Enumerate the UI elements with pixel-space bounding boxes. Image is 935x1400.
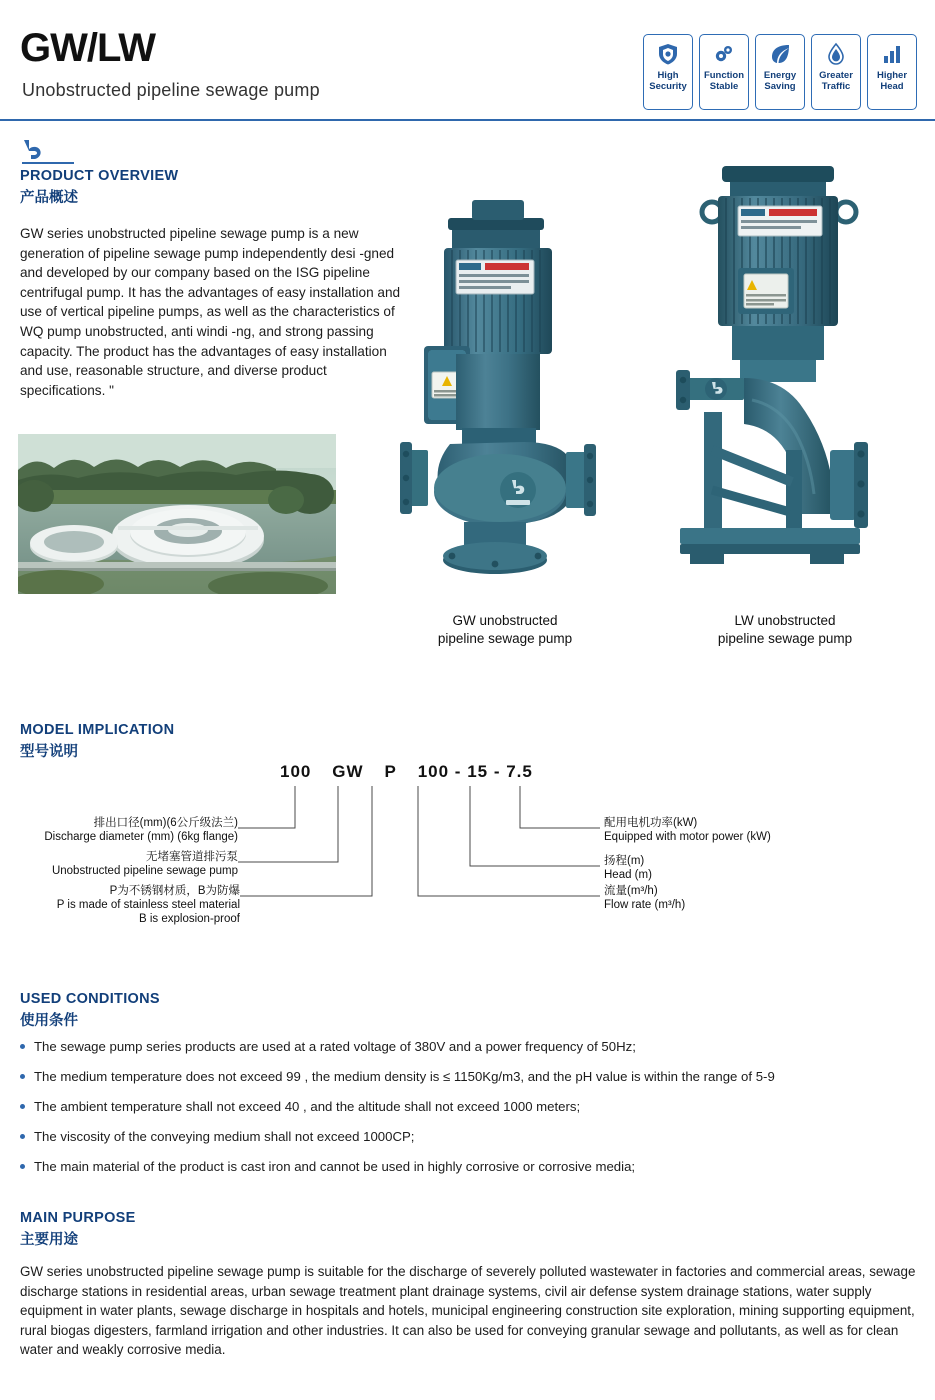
- model-left-label-2: 无堵塞管道排污泵 Unobstructed pipeline sewage pump: [51, 851, 238, 877]
- list-item: The medium temperature does not exceed 99 , the medium density is ≤ 1150Kg/m3, and the pH value is within the range of 5-9: [20, 1068, 920, 1086]
- badge-label-line1: Higher: [876, 70, 908, 81]
- list-item: The viscosity of the conveying medium shall not exceed 1000CP;: [20, 1128, 920, 1146]
- list-item: The main material of the product is cast iron and cannot be used in highly corrosive or corrosive media;: [20, 1158, 920, 1176]
- page-title: GW/LW: [20, 26, 155, 70]
- lw-pump-caption: [660, 612, 910, 648]
- header-divider: [0, 119, 935, 121]
- badge-label-line2: Saving: [764, 81, 796, 92]
- brand-logo: [18, 136, 78, 170]
- page-subtitle: Unobstructed pipeline sewage pump: [22, 80, 320, 100]
- caption-line-2: pipeline sewage pump: [717, 631, 853, 646]
- badge-energy-saving: [755, 34, 805, 110]
- badge-label-line1: Greater: [819, 70, 853, 81]
- badge-label-line2: Stable: [709, 81, 739, 92]
- model-right-label-2: 扬程(m) Head (m): [604, 855, 652, 881]
- overview-body: GW series unobstructed pipeline sewage pump is a new generation of pipeline sewage pump independently desi -gned and developed by our company based on the ISG pipeline centrifugal pump. It has the advantages of easy installation and use of vertical pipeline pumps, as well as the characteristics of WQ pump unobstructed, anti windi -ng, and strong passing capacity. The product has the advantages of easy installation and use, reasonable structure, and diverse product specifications. ": [20, 226, 401, 398]
- model-title-cn: 型号说明: [20, 744, 78, 760]
- water-drop-icon: [823, 41, 849, 67]
- caption-line-1: GW unobstructed: [452, 613, 558, 628]
- model-code-performance: 100 - 15 - 7.5: [417, 762, 533, 781]
- badge-label-line2: Traffic: [821, 81, 851, 92]
- model-code-material: P: [384, 762, 397, 781]
- model-code-series: GW: [332, 762, 364, 781]
- conditions-title-cn: 使用条件: [20, 1013, 78, 1029]
- badge-high-security: [643, 34, 693, 110]
- caption-line-2: pipeline sewage pump: [437, 631, 573, 646]
- overview-title-en: PRODUCT OVERVIEW: [20, 168, 179, 184]
- purpose-title-en: MAIN PURPOSE: [20, 1210, 136, 1226]
- model-code: [280, 762, 533, 782]
- badge-label-line1: Function: [703, 70, 745, 81]
- gears-icon: [711, 41, 737, 67]
- feature-badges: [643, 34, 917, 110]
- leaf-icon: [767, 41, 793, 67]
- badge-label-line2: Head: [880, 81, 904, 92]
- conditions-list: [20, 1038, 920, 1188]
- caption-line-1: LW unobstructed: [734, 613, 836, 628]
- badge-label-line1: High: [657, 70, 679, 81]
- gw-pump-image: [390, 160, 620, 600]
- conditions-title-en: USED CONDITIONS: [20, 991, 160, 1007]
- badge-greater-traffic: [811, 34, 861, 110]
- gw-pump-caption: [390, 612, 620, 648]
- badge-higher-head: [867, 34, 917, 110]
- model-right-label-1: 配用电机功率(kW) Equipped with motor power (kW): [604, 817, 771, 843]
- model-left-label-1: 排出口径(mm)(6公斤级法兰) Discharge diameter (mm) (6kg flange): [44, 817, 238, 843]
- overview-title-cn: 产品概述: [20, 190, 78, 206]
- model-right-label-3: 流量(m³/h) Flow rate (m³/h): [604, 885, 686, 911]
- model-code-discharge: 100: [280, 762, 312, 781]
- badge-label-line1: Energy: [763, 70, 797, 81]
- model-left-label-3: P为不锈钢材质，B为防爆 P is made of stainless steel material B is explosion-proof: [56, 885, 240, 925]
- page-header: [0, 0, 935, 120]
- purpose-title-cn: 主要用途: [20, 1232, 78, 1248]
- badge-label-line2: Security: [649, 81, 687, 92]
- bar-chart-icon: [879, 41, 905, 67]
- list-item: The sewage pump series products are used at a rated voltage of 380V and a power frequency of 50Hz;: [20, 1038, 920, 1056]
- wastewater-plant-photo: [18, 434, 336, 594]
- shield-icon: [655, 41, 681, 67]
- badge-function-stable: [699, 34, 749, 110]
- model-title-en: MODEL IMPLICATION: [20, 722, 175, 738]
- purpose-body: GW series unobstructed pipeline sewage pump is suitable for the discharge of severely polluted wastewater in factories and commercial areas, sewage discharge stations in residential areas, urban sewage treatment plant drainage systems, civil air defense system drainage stations, water supply equipment in water plants, sewage discharge in hospitals and hotels, municipal engineering construction site exploration, mining supporting equipment, rural biogas digesters, farmland irrigation and other industries. It can also be used for conveying granular sewage and pollutants, as well as for clean water and weakly corrosive media.: [20, 1264, 916, 1357]
- list-item: The ambient temperature shall not exceed 40 , and the altitude shall not exceed 1000 meters;: [20, 1098, 920, 1116]
- lw-pump-image: [660, 150, 910, 600]
